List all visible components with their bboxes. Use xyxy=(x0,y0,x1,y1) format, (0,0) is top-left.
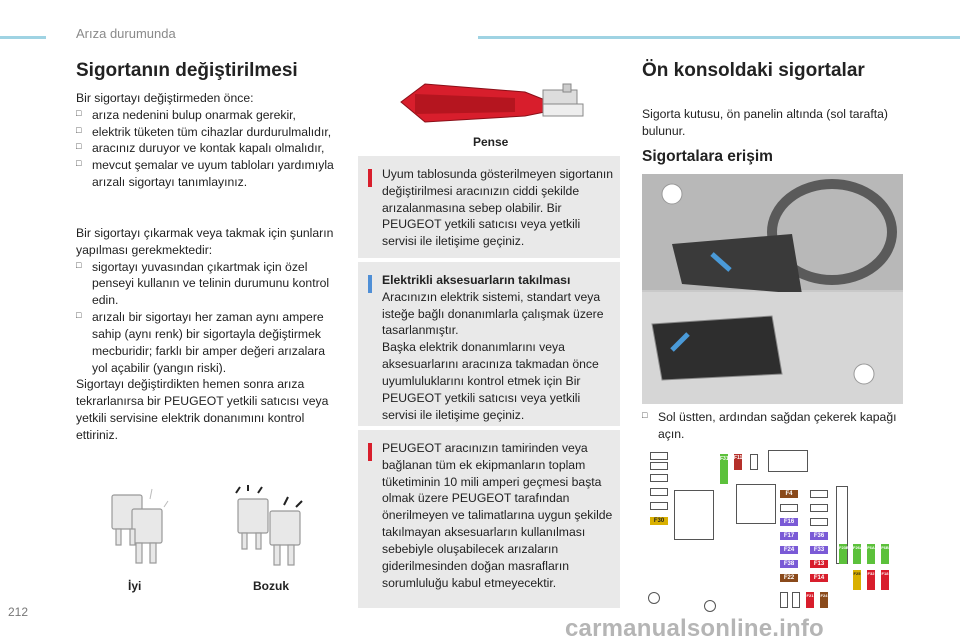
fuse-slot xyxy=(650,488,668,496)
fuse-slot xyxy=(810,504,828,512)
before-item: □ aracınız duruyor ve kontak kapalı olmalıdır, xyxy=(76,140,342,157)
warning-text-2: PEUGEOT aracınızın tamirinden veya bağlanan tüm ek ekipmanların toplam tüketiminin 10 mili amperi geçmesi başta olmak üzere PEUGEOT tarafından önerilmeyen ve talimatlarına uygun şekilde takılmayan aksesuarların kullanılması sebebiyle oluşabilecek arızaların giderilmesinden doğan masrafların sorumluluğu kabul etmeyecektir. xyxy=(382,441,613,590)
info-content xyxy=(382,272,614,423)
fuse-replacement-title: Sigortanın değiştirilmesi xyxy=(76,60,298,81)
bad-fuse-illustration xyxy=(222,485,314,577)
fuse-box-diagram xyxy=(646,450,896,616)
fuse-f24: F24 xyxy=(780,546,798,554)
fuse-f17: F17 xyxy=(780,532,798,540)
before-item: □ elektrik tüketen tüm cihazlar durdurulmalıdır, xyxy=(76,124,342,141)
fuse-slot xyxy=(792,592,800,608)
watermark: carmanualsonline.info xyxy=(565,615,824,640)
warning-box-1 xyxy=(358,156,620,258)
fuse-f16: F16 xyxy=(780,518,798,526)
fuse-box-location-text: Sigorta kutusu, ön panelin altında (sol tarafta) bulunur. xyxy=(642,107,888,138)
fuse-f4: F4 xyxy=(780,490,798,498)
fuse-f32: F32 xyxy=(867,570,875,590)
section-title: Arıza durumunda xyxy=(76,26,176,41)
header-rule-right xyxy=(478,36,960,39)
fuse-f21: F21 xyxy=(806,592,814,608)
fuse-access-subtitle: Sigortalara erişim xyxy=(642,148,773,165)
fuse-slot xyxy=(780,592,788,608)
fuse-f30: F30 xyxy=(650,517,668,525)
dashboard-fuse-access-photo xyxy=(642,174,903,404)
warning-icon xyxy=(368,443,372,461)
info-icon xyxy=(368,275,372,293)
header-rule-left xyxy=(0,36,46,39)
bad-fuse-label: Bozuk xyxy=(253,579,289,593)
fuse-f11: F11 xyxy=(734,454,742,470)
info-box xyxy=(358,262,620,426)
info-text-1: Aracınızın elektrik sistemi, standart veya isteğe bağlı donanımlarla çalışmak üzere tasarlanmıştır. xyxy=(382,289,604,338)
mount-hole xyxy=(648,592,660,604)
open-cover-step: □ Sol üstten, ardından sağdan çekerek kapağı açın. xyxy=(642,409,912,443)
relay-slot xyxy=(674,490,714,540)
removal-intro: Bir sigortayı çıkarmak veya takmak için şunların yapılması gerekmektedir: xyxy=(76,226,334,257)
front-console-fuses-title: Ön konsoldaki sigortalar xyxy=(642,60,865,81)
fuse-f22: F22 xyxy=(780,574,798,582)
info-title: Elektrikli aksesuarların takılması xyxy=(382,273,571,287)
pliers-caption: Pense xyxy=(473,135,509,149)
warning-text-1: Uyum tablosunda gösterilmeyen sigortanın değiştirilmesi aracınızın ciddi şekilde arızalanmasına sebep olabilir. Bir PEUGEOT yetkili satıcısı veya yetkili servisi ile iletişime geçiniz. xyxy=(382,167,614,249)
before-item: □ mevcut şemalar ve uyum tabloları yardımıyla arızalı sigortayı tanımlayınız. xyxy=(76,157,342,191)
before-intro: Bir sigortayı değiştirmeden önce: xyxy=(76,91,254,105)
relay-slot xyxy=(768,450,808,472)
fuse-f6a: F6A xyxy=(867,544,875,564)
fuse-slot xyxy=(650,462,668,470)
fuse-slot xyxy=(650,452,668,460)
removal-item: □ sigortayı yuvasından çıkartmak için özel penseyi kullanın ve telinin durumunu kontrol edin. xyxy=(76,259,342,309)
relay-slot xyxy=(736,484,776,524)
fuse-f24-bottom: F24 xyxy=(820,592,828,608)
fuse-f25: F25 xyxy=(853,570,861,590)
warning-box-2 xyxy=(358,430,620,608)
fuse-f18: F18 xyxy=(881,570,889,590)
fuse-slot xyxy=(650,502,668,510)
fuse-slot xyxy=(780,504,798,512)
fuse-f14: F14 xyxy=(810,574,828,582)
after-replacement-text: Sigortayı değiştirdikten hemen sonra arıza tekrarlanırsa bir PEUGEOT yetkili satıcısı veya yetkili servisine elektrik donanımını kontrol ettiriniz. xyxy=(76,377,329,442)
removal-item: □ arızalı bir sigortayı her zaman aynı ampere sahip (aynı renk) bir sigortayla değiştirmek mecburidir; farklı bir amper değeri arızalara yol açabilir (yangın riski). xyxy=(76,309,342,376)
fuse-f26a: F26A xyxy=(853,544,861,564)
fuse-slot xyxy=(810,490,828,498)
pliers-illustration xyxy=(395,72,600,132)
good-fuse-label: İyi xyxy=(128,579,142,593)
fuse-f36: F36 xyxy=(810,532,828,540)
fuse-f6b: F6B xyxy=(881,544,889,564)
removal-block xyxy=(76,225,342,444)
info-text-2: Başka elektrik donanımlarını veya aksesuarlarını aracınıza takmadan önce uyumluluklarını kontrol etmek için Bir PEUGEOT yetkili satıcısı veya yetkili servisi ile iletişime geçiniz. xyxy=(382,340,599,422)
fuse-f33: F33 xyxy=(810,546,828,554)
mount-hole xyxy=(704,600,716,612)
before-item: □ arıza nedenini bulup onarmak gerekir, xyxy=(76,107,342,124)
fuse-f23b: F23B xyxy=(839,544,847,564)
good-fuse-illustration xyxy=(92,485,182,577)
before-replacement-block xyxy=(76,90,342,191)
fuse-slot xyxy=(650,474,668,482)
warning-icon xyxy=(368,169,372,187)
page-number: 212 xyxy=(8,605,29,619)
fuse-f38: F38 xyxy=(780,560,798,568)
fuse-slot xyxy=(810,518,828,526)
fuse-f13: F13 xyxy=(810,560,828,568)
fuse-f31: F31 xyxy=(720,454,728,484)
fuse-slot xyxy=(750,454,758,470)
